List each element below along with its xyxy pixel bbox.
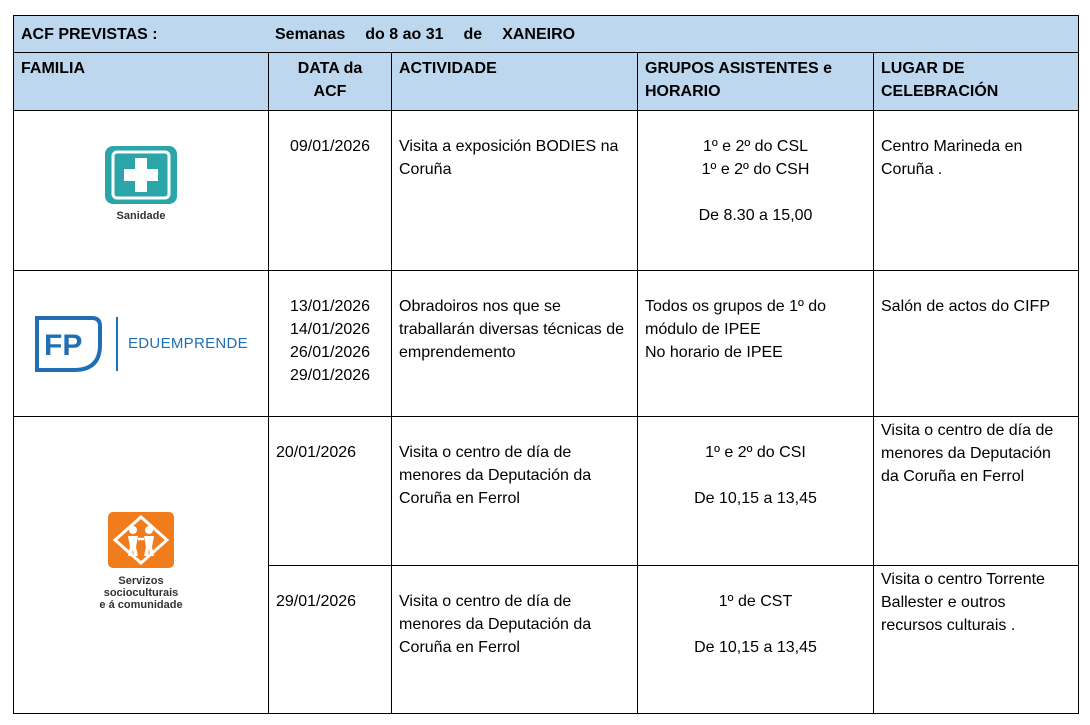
date-cell xyxy=(269,271,392,417)
grupo-line: 1º de CST xyxy=(718,593,793,610)
fp-mark: FP xyxy=(44,328,83,362)
actividade-cell: Obradoiros nos que se traballarán diversas técnicas de emprendemento xyxy=(392,271,638,417)
date-cell xyxy=(269,566,392,714)
table-row xyxy=(14,417,1079,566)
header-grupos xyxy=(638,53,874,111)
title-cell xyxy=(14,16,1079,53)
sanidade-cross-icon xyxy=(103,144,179,206)
servizos-label-line2: socioculturais xyxy=(103,587,179,599)
servizos-label-line3: e á comunidade xyxy=(99,599,183,611)
header-actividade: ACTIVIDADE xyxy=(392,53,638,111)
date-cell xyxy=(269,111,392,271)
title-range: do 8 ao 31 xyxy=(365,25,444,43)
date-cell xyxy=(269,417,392,566)
horario-line: De 10,15 a 13,45 xyxy=(694,490,817,507)
sanidade-label: Sanidade xyxy=(116,209,166,222)
servizos-people-icon xyxy=(107,511,175,569)
date-value: 29/01/2026 xyxy=(276,593,357,610)
servizos-label-line1: Servizos xyxy=(118,575,164,587)
header-lugar-line1: LUGAR DE xyxy=(881,60,965,77)
lugar-cell: Visita o centro Torrente Ballester e outros recursos culturais . xyxy=(874,566,1079,714)
date-value: 20/01/2026 xyxy=(276,444,357,461)
lugar-cell: Centro Marineda en Coruña . xyxy=(874,111,1079,271)
table-row xyxy=(14,271,1079,417)
date-value: 09/01/2026 xyxy=(289,138,371,155)
grupos-cell xyxy=(638,566,874,714)
horario-line: De 10,15 a 13,45 xyxy=(694,639,817,656)
date-value: 26/01/2026 xyxy=(289,344,371,361)
horario-line: De 8.30 a 15,00 xyxy=(698,207,813,224)
date-value: 13/01/2026 xyxy=(289,298,371,315)
header-data-line2: ACF xyxy=(313,83,347,100)
title-row xyxy=(14,16,1079,53)
acf-table xyxy=(13,15,1079,714)
eduemprende-label: EDUEMPRENDE xyxy=(128,335,248,352)
grupo-line: Todos os grupos de 1º do módulo de IPEE xyxy=(645,298,827,338)
header-row xyxy=(14,53,1079,111)
lugar-cell: Salón de actos do CIFP xyxy=(874,271,1079,417)
title-label: ACF PREVISTAS : xyxy=(21,25,158,43)
familia-cell-servizos xyxy=(14,417,269,714)
familia-cell-eduemprende xyxy=(14,271,269,417)
table-row xyxy=(14,111,1079,271)
title-semanas: Semanas xyxy=(275,25,346,43)
grupos-cell xyxy=(638,111,874,271)
grupo-line: 1º e 2º do CSL xyxy=(702,138,809,155)
header-lugar xyxy=(874,53,1079,111)
familia-cell-sanidade xyxy=(14,111,269,271)
date-value: 14/01/2026 xyxy=(289,321,371,338)
servizos-logo xyxy=(21,413,261,709)
eduemprende-logo xyxy=(21,315,261,373)
lugar-cell: Visita o centro de día de menores da Deputación da Coruña en Ferrol xyxy=(874,417,1079,566)
header-lugar-line2: CELEBRACIÓN xyxy=(881,83,999,100)
header-data xyxy=(269,53,392,111)
header-data-line1: DATA da xyxy=(297,60,363,77)
actividade-cell: Visita o centro de día de menores da Deputación da Coruña en Ferrol xyxy=(392,566,638,714)
grupos-cell xyxy=(638,271,874,417)
grupos-cell xyxy=(638,417,874,566)
header-grupos-line1: GRUPOS ASISTENTES e xyxy=(645,60,832,77)
fp-logo-icon xyxy=(34,315,104,373)
grupo-line: No horario de IPEE xyxy=(645,344,783,361)
title-de: de xyxy=(463,25,483,43)
title-month: XANEIRO xyxy=(502,25,576,43)
sanidade-logo xyxy=(21,103,261,262)
date-value: 29/01/2026 xyxy=(289,367,371,384)
grupo-line: 1º e 2º do CSH xyxy=(701,161,810,178)
header-familia: FAMILIA xyxy=(14,53,269,111)
actividade-cell: Visita o centro de día de menores da Deputación da Coruña en Ferrol xyxy=(392,417,638,566)
actividade-cell: Visita a exposición BODIES na Coruña xyxy=(392,111,638,271)
header-grupos-line2: HORARIO xyxy=(645,83,721,100)
grupo-line: 1º e 2º do CSI xyxy=(705,444,806,461)
